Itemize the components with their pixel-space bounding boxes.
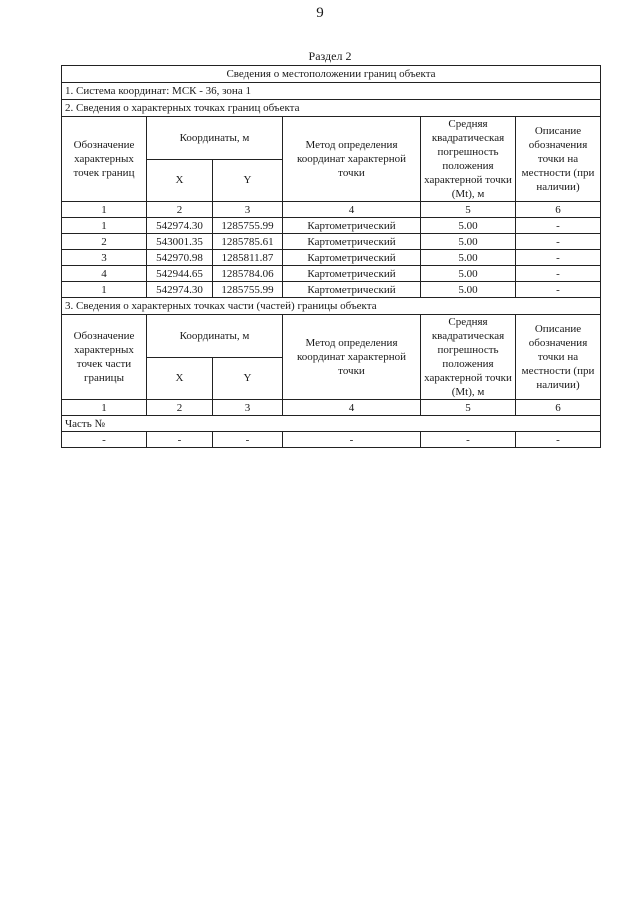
point-description: -	[516, 282, 601, 298]
column-number: 2	[147, 202, 213, 218]
point-method: Картометрический	[283, 266, 421, 282]
point-method: Картометрический	[283, 250, 421, 266]
point-error: 5.00	[421, 250, 516, 266]
part-cell: -	[283, 432, 421, 448]
part-x-header: X	[147, 357, 213, 400]
point-x: 542970.98	[147, 250, 213, 266]
part-description-header: Описание обозначения точки на местности (при наличии)	[516, 315, 601, 400]
point-y: 1285785.61	[213, 234, 283, 250]
point-description: -	[516, 234, 601, 250]
table-title: Сведения о местоположении границ объекта	[62, 66, 601, 83]
point-x: 542974.30	[147, 282, 213, 298]
point-y: 1285755.99	[213, 282, 283, 298]
column-number: 2	[147, 400, 213, 416]
section3-title: 3. Сведения о характерных точках части (частей) границы объекта	[62, 298, 601, 315]
point-description: -	[516, 218, 601, 234]
section2-title: 2. Сведения о характерных точках границ объекта	[62, 100, 601, 117]
column-number: 1	[62, 400, 147, 416]
part-method-header: Метод определения координат характерной точки	[283, 315, 421, 400]
point-y: 1285755.99	[213, 218, 283, 234]
x-header: X	[147, 159, 213, 202]
point-x: 543001.35	[147, 234, 213, 250]
y-header: Y	[213, 159, 283, 202]
point-description: -	[516, 266, 601, 282]
column-number: 3	[213, 400, 283, 416]
page-number: 9	[316, 5, 324, 21]
point-description: -	[516, 250, 601, 266]
description-header: Описание обозначения точки на местности (при наличии)	[516, 117, 601, 202]
point-number: 4	[62, 266, 147, 282]
coordinates-header: Координаты, м	[147, 117, 283, 160]
method-header: Метод определения координат характерной точки	[283, 117, 421, 202]
point-number: 1	[62, 282, 147, 298]
column-number: 1	[62, 202, 147, 218]
column-number: 6	[516, 202, 601, 218]
part-row	[62, 432, 601, 448]
point-error: 5.00	[421, 282, 516, 298]
part-label: Часть №	[62, 416, 601, 432]
table-row	[62, 218, 601, 234]
point-y: 1285784.06	[213, 266, 283, 282]
boundary-table	[61, 65, 601, 448]
table-row	[62, 266, 601, 282]
point-method: Картометрический	[283, 234, 421, 250]
part-cell: -	[147, 432, 213, 448]
part-cell: -	[421, 432, 516, 448]
column-number: 4	[283, 400, 421, 416]
part-column-number-row	[62, 400, 601, 416]
point-x: 542944.65	[147, 266, 213, 282]
point-x: 542974.30	[147, 218, 213, 234]
column-number: 6	[516, 400, 601, 416]
point-number: 1	[62, 218, 147, 234]
part-y-header: Y	[213, 357, 283, 400]
part-cell: -	[213, 432, 283, 448]
part-designation-header: Обозначение характерных точек части границы	[62, 315, 147, 400]
error-header: Средняя квадратическая погрешность положения характерной точки (Mt), м	[421, 117, 516, 202]
part-cell: -	[516, 432, 601, 448]
part-error-header: Средняя квадратическая погрешность положения характерной точки (Mt), м	[421, 315, 516, 400]
designation-header: Обозначение характерных точек границ	[62, 117, 147, 202]
part-cell: -	[62, 432, 147, 448]
point-error: 5.00	[421, 266, 516, 282]
table-row	[62, 282, 601, 298]
section-label: Раздел 2	[308, 49, 352, 63]
column-number: 5	[421, 202, 516, 218]
point-error: 5.00	[421, 218, 516, 234]
point-y: 1285811.87	[213, 250, 283, 266]
column-number: 5	[421, 400, 516, 416]
point-number: 2	[62, 234, 147, 250]
column-number: 4	[283, 202, 421, 218]
table-row	[62, 250, 601, 266]
column-number: 3	[213, 202, 283, 218]
column-number-row	[62, 202, 601, 218]
point-number: 3	[62, 250, 147, 266]
point-method: Картометрический	[283, 282, 421, 298]
point-error: 5.00	[421, 234, 516, 250]
part-coordinates-header: Координаты, м	[147, 315, 283, 358]
point-method: Картометрический	[283, 218, 421, 234]
table-row	[62, 234, 601, 250]
coordinate-system: 1. Система координат: МСК - 36, зона 1	[62, 83, 601, 100]
